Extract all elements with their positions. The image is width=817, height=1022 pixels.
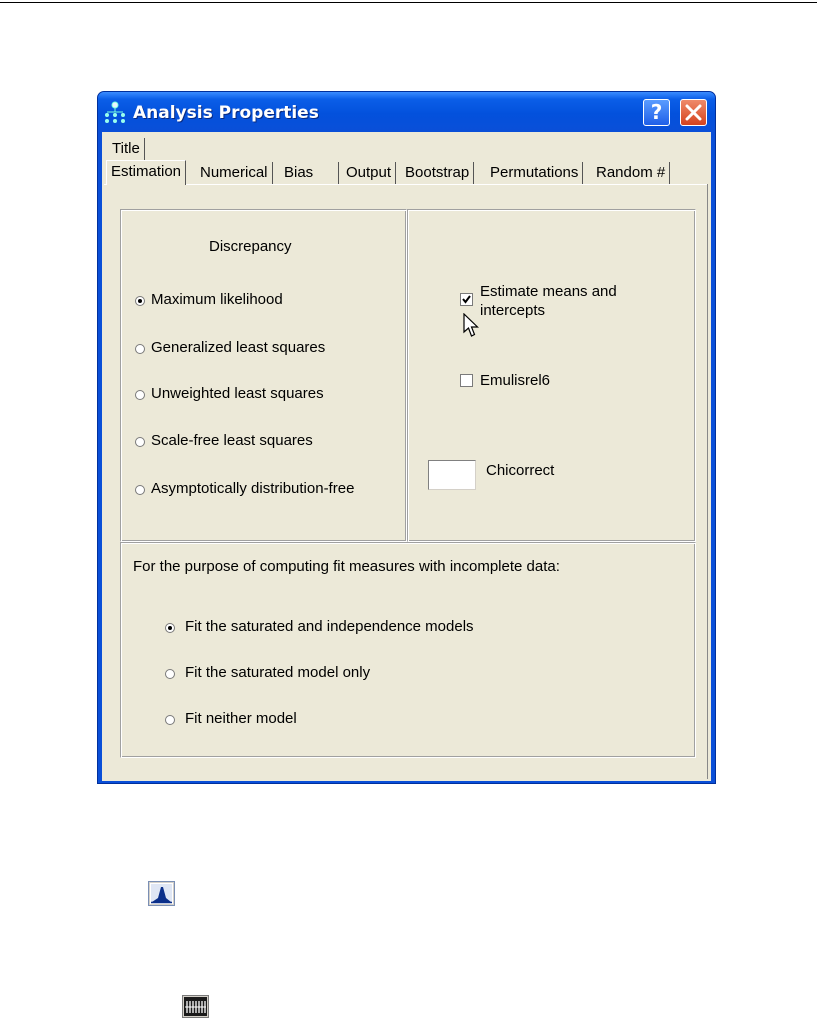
radio-maximum-likelihood[interactable] xyxy=(135,296,145,306)
radio-fit-saturated-only[interactable] xyxy=(165,669,175,679)
help-icon: ? xyxy=(650,100,663,124)
options-group xyxy=(407,209,696,542)
label-emulisrel6: Emulisrel6 xyxy=(480,372,551,389)
checkbox-estimate-means[interactable] xyxy=(460,293,473,306)
title-bar[interactable] xyxy=(98,92,715,132)
tab-bias[interactable]: Bias xyxy=(280,162,339,184)
radio-generalized-least-squares[interactable] xyxy=(135,344,145,354)
radio-scale-free-least-squares[interactable] xyxy=(135,437,145,447)
analysis-properties-dialog xyxy=(97,91,716,784)
label-fit-saturated-independence: Fit the saturated and independence models xyxy=(185,618,474,635)
tab-estimation[interactable]: Estimation xyxy=(106,160,186,185)
label-fit-neither: Fit neither model xyxy=(185,710,297,727)
label-scale-free-least-squares: Scale-free least squares xyxy=(151,432,313,449)
bar-pattern-icon xyxy=(182,995,209,1018)
close-button[interactable] xyxy=(680,99,707,126)
label-adf: Asymptotically distribution-free xyxy=(151,480,355,497)
close-icon xyxy=(685,104,702,121)
tab-output[interactable]: Output xyxy=(342,162,396,184)
mouse-cursor-icon xyxy=(463,313,481,339)
distribution-icon xyxy=(148,881,175,906)
chicorrect-input[interactable] xyxy=(428,460,476,490)
radio-unweighted-least-squares[interactable] xyxy=(135,390,145,400)
tab-permutations[interactable]: Permutations xyxy=(486,162,583,184)
radio-fit-neither[interactable] xyxy=(165,715,175,725)
dialog-client-area xyxy=(102,132,711,781)
tab-bootstrap[interactable]: Bootstrap xyxy=(401,162,474,184)
app-icon xyxy=(104,101,126,125)
page-top-rule xyxy=(0,2,817,3)
fit-heading: For the purpose of computing fit measures with incomplete data: xyxy=(133,558,560,575)
label-chicorrect: Chicorrect xyxy=(486,462,555,479)
tab-numerical[interactable]: Numerical xyxy=(196,162,273,184)
tab-panel-edge xyxy=(707,184,708,779)
label-generalized-least-squares: Generalized least squares xyxy=(151,339,326,356)
label-estimate-means-line2: intercepts xyxy=(480,302,546,319)
label-estimate-means-line1: Estimate means and xyxy=(480,283,617,300)
window-title: Analysis Properties xyxy=(133,103,319,123)
label-unweighted-least-squares: Unweighted least squares xyxy=(151,385,324,402)
label-fit-saturated-only: Fit the saturated model only xyxy=(185,664,371,681)
checkmark-icon xyxy=(461,294,472,305)
checkbox-emulisrel6[interactable] xyxy=(460,374,473,387)
label-maximum-likelihood: Maximum likelihood xyxy=(151,291,283,308)
tab-random[interactable]: Random # xyxy=(592,162,670,184)
help-button[interactable] xyxy=(643,99,670,126)
radio-fit-saturated-independence[interactable] xyxy=(165,623,175,633)
radio-adf[interactable] xyxy=(135,485,145,495)
discrepancy-heading: Discrepancy xyxy=(209,238,292,255)
tab-baseline xyxy=(104,184,707,185)
tab-title[interactable]: Title xyxy=(108,138,145,160)
